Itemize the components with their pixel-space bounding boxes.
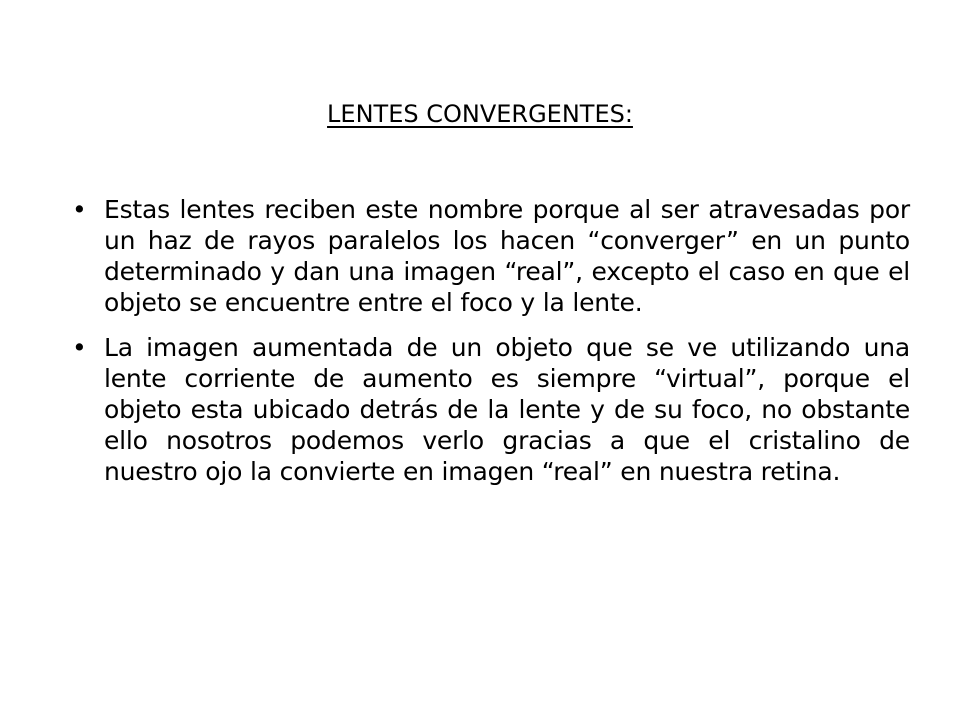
bullet-icon: • (72, 195, 87, 224)
bullet-list (72, 194, 910, 501)
slide-title: LENTES CONVERGENTES: (327, 100, 633, 128)
bullet-text-2: La imagen aumentada de un objeto que se ve utilizando una lente corriente de aumento es siempre “virtual”, porque el objeto esta ubicado detrás de la lente y de su foco, no obstante ello nosotros podemos verlo gracias a que el cristalino de nuestro ojo la convierte en imagen “real” en nuestra retina. (104, 333, 910, 486)
bullet-item-1 (72, 194, 910, 318)
bullet-text-1: Estas lentes reciben este nombre porque al ser atravesadas por un haz de rayos paralelos los hacen “converger” en un punto determinado y dan una imagen “real”, excepto el caso en que el objeto se encuentre entre el foco y la lente. (104, 195, 910, 317)
bullet-icon: • (72, 333, 87, 362)
bullet-item-2 (72, 332, 910, 487)
